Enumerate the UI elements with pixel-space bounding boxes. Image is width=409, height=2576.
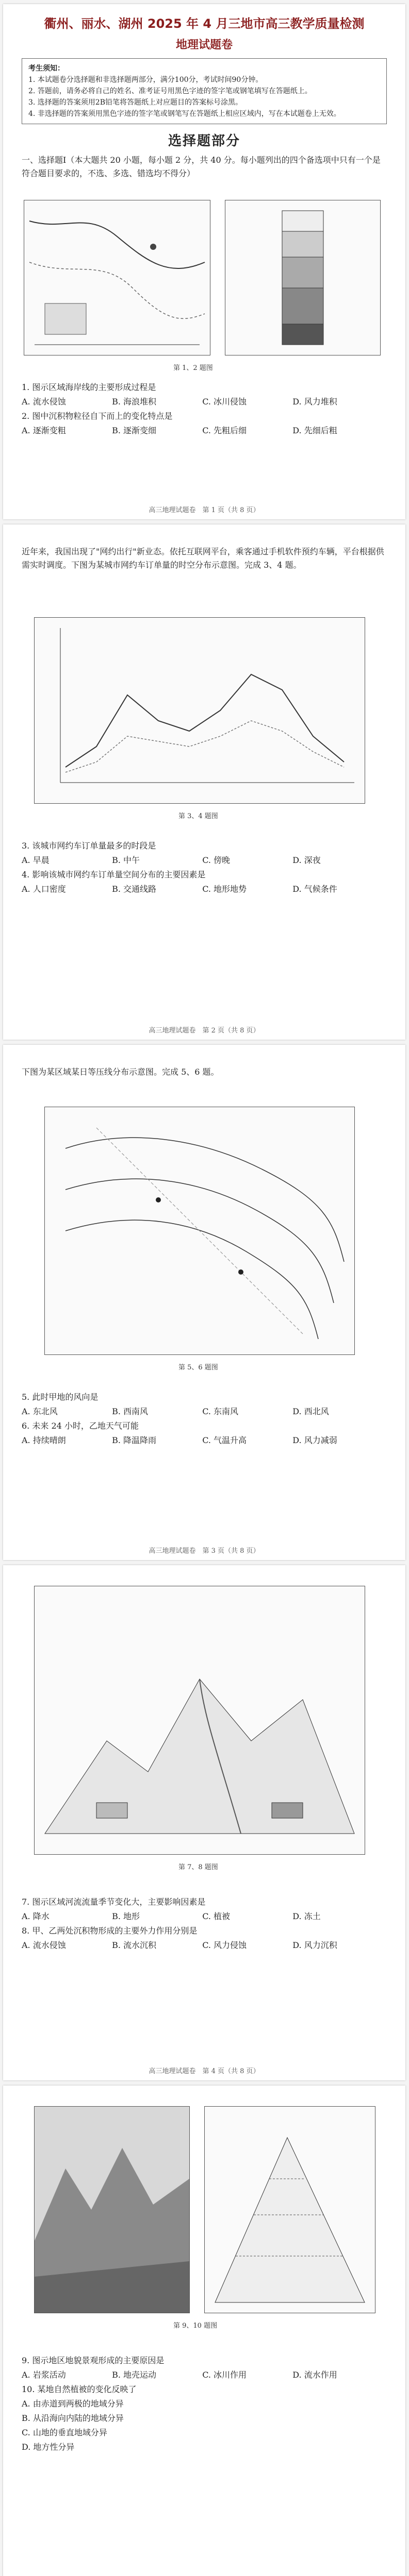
- material-paragraph: 近年来，我国出现了"网约出行"新业态。依托互联网平台，乘客通过手机软件预约车辆，平台根据供需实时调度。下图为某城市网约车订单量的时空分布示意图。完成 3、4 题。: [22, 547, 384, 570]
- option: A. 流水侵蚀: [22, 1940, 66, 1950]
- notice-line: 3. 选择题的答案须用2B铅笔将答题纸上对应题目的答案标号涂黑。: [28, 98, 243, 107]
- orders-chart-svg: [35, 618, 365, 803]
- option: B. 中午: [112, 855, 140, 865]
- option: D. 冻土: [292, 1911, 321, 1921]
- figure-profile: [204, 2106, 375, 2313]
- question-7: 7. 图示区域河流流量季节变化大，主要影响因素是: [22, 1897, 206, 1907]
- exam-page-5: [3, 2086, 405, 2576]
- question-9-options: [3, 2368, 405, 2382]
- figure-map: [24, 200, 210, 355]
- question-6-options: [3, 1433, 405, 1448]
- option: D. 先细后粗: [292, 426, 337, 435]
- question-5-options: [3, 1404, 405, 1419]
- option: A. 东北风: [22, 1406, 58, 1416]
- question-1: 1. 图示区域海岸线的主要形成过程是: [22, 382, 156, 392]
- notice-line: 2. 答题前，请务必将自己的姓名、准考证号用黑色字迹的签字笔或钢笔填写在答题纸上。: [28, 87, 312, 95]
- option: C. 傍晚: [202, 855, 231, 865]
- figure-caption: 第 7、8 题图: [178, 1863, 218, 1871]
- page-footer: 高三地理试题卷 第 3 页（共 8 页）: [149, 1547, 260, 1555]
- option: D. 西北风: [292, 1406, 329, 1416]
- notice-heading: 考生须知：: [28, 64, 64, 73]
- option: A. 由赤道到两极的地域分异: [22, 2399, 124, 2409]
- exam-title: 衢州、丽水、湖州 2025 年 4 月三地市高三教学质量检测: [44, 16, 365, 31]
- option: B. 地形: [112, 1911, 140, 1921]
- section-title: 选择题部分: [168, 133, 240, 149]
- option: D. 气候条件: [292, 884, 337, 894]
- page-footer: 高三地理试题卷 第 2 页（共 8 页）: [149, 1027, 260, 1035]
- material-paragraph: 下图为某区域某日等压线分布示意图。完成 5、6 题。: [22, 1067, 219, 1077]
- question-1-options: [3, 395, 405, 409]
- page-footer: 高三地理试题卷 第 4 页（共 8 页）: [149, 2067, 260, 2075]
- vegetation-profile-svg: [205, 2107, 375, 2313]
- figure-caption: 第 9、10 题图: [173, 2322, 218, 2330]
- question-intro: 一、选择题Ⅰ（本大题共 20 小题，每小题 2 分，共 40 分。每小题列出的四个备选项中只有一个是符合题目要求的，不选、多选、错选均不得分）: [22, 155, 381, 178]
- question-8: 8. 甲、乙两处沉积物形成的主要外力作用分别是: [22, 1926, 198, 1936]
- question-2: 2. 图中沉积物粒径自下而上的变化特点是: [22, 411, 173, 421]
- question-3-options: [3, 853, 405, 868]
- landform-svg: [35, 1586, 365, 1854]
- question-8-options: [3, 1938, 405, 1953]
- option: C. 山地的垂直地域分异: [22, 2428, 107, 2437]
- option: B. 海浪堆积: [112, 397, 157, 406]
- page-footer: 高三地理试题卷 第 1 页（共 8 页）: [149, 506, 260, 514]
- figure-caption: 第 1、2 题图: [173, 364, 213, 372]
- option: B. 降温降雨: [112, 1435, 157, 1445]
- question-2-options: [3, 423, 405, 438]
- option: D. 风力减弱: [292, 1435, 337, 1445]
- option: C. 地形地势: [202, 884, 247, 894]
- option: D. 流水作用: [292, 2370, 337, 2380]
- option: A. 流水侵蚀: [22, 397, 66, 406]
- question-4-options: [3, 882, 405, 896]
- option: D. 地方性分异: [22, 2442, 75, 2452]
- option: D. 风力沉积: [292, 1940, 337, 1950]
- figure-caption: 第 3、4 题图: [178, 812, 218, 820]
- figure-strata: [225, 200, 381, 355]
- option: A. 早晨: [22, 855, 50, 865]
- option: C. 风力侵蚀: [202, 1940, 247, 1950]
- option: B. 流水沉积: [112, 1940, 157, 1950]
- landscape-photo-svg: [35, 2107, 189, 2313]
- option: A. 岩浆活动: [22, 2370, 66, 2380]
- question-4: 4. 影响该城市网约车订单量空间分布的主要因素是: [22, 870, 206, 879]
- question-5: 5. 此时甲地的风向是: [22, 1392, 99, 1402]
- question-6: 6. 未来 24 小时，乙地天气可能: [22, 1421, 139, 1431]
- exam-page-4: [3, 1565, 405, 2080]
- question-9: 9. 图示地区地貌景观形成的主要原因是: [22, 2355, 165, 2365]
- option: A. 人口密度: [22, 884, 66, 894]
- notice-line: 4. 非选择题的答案须用黑色字迹的签字笔或钢笔写在答题纸上相应区域内，写在本试题卷上无效。: [28, 110, 341, 118]
- option: B. 地壳运动: [112, 2370, 157, 2380]
- exam-page-3: [3, 1045, 405, 1560]
- exam-subtitle: 地理试题卷: [175, 38, 233, 52]
- figure-chart: [34, 617, 365, 804]
- exam-page-2: [3, 524, 405, 1040]
- option: C. 东南风: [202, 1406, 239, 1416]
- option: B. 从沿海向内陆的地域分异: [22, 2413, 124, 2423]
- option: C. 气温升高: [202, 1435, 247, 1445]
- option: C. 植被: [202, 1911, 231, 1921]
- notice-line: 1. 本试题卷分选择题和非选择题两部分，满分100分，考试时间90分钟。: [28, 76, 263, 84]
- option: C. 冰川作用: [202, 2370, 247, 2380]
- exam-page-1: [3, 4, 405, 519]
- question-10: 10. 某地自然植被的变化反映了: [22, 2384, 137, 2394]
- figure-photo: [34, 2106, 190, 2313]
- coastline-map-svg: [24, 200, 210, 355]
- option: B. 西南风: [112, 1406, 149, 1416]
- option: D. 深夜: [292, 855, 321, 865]
- option: D. 风力堆积: [292, 397, 337, 406]
- option: A. 降水: [22, 1911, 50, 1921]
- isobar-map-svg: [45, 1107, 354, 1354]
- option: A. 持续晴朗: [22, 1435, 66, 1445]
- question-10-options: [3, 2397, 405, 2454]
- figure-caption: 第 5、6 题图: [178, 1364, 218, 1371]
- question-7-options: [3, 1909, 405, 1924]
- figure-isobar-map: [44, 1107, 355, 1355]
- strata-column-svg: [225, 200, 380, 355]
- option: A. 逐渐变粗: [22, 426, 66, 435]
- notice-box: [22, 58, 387, 124]
- option: B. 逐渐变细: [112, 426, 157, 435]
- option: B. 交通线路: [112, 884, 157, 894]
- figure-landform: [34, 1586, 365, 1855]
- option: C. 冰川侵蚀: [202, 397, 247, 406]
- question-3: 3. 该城市网约车订单量最多的时段是: [22, 841, 156, 851]
- option: C. 先粗后细: [202, 426, 247, 435]
